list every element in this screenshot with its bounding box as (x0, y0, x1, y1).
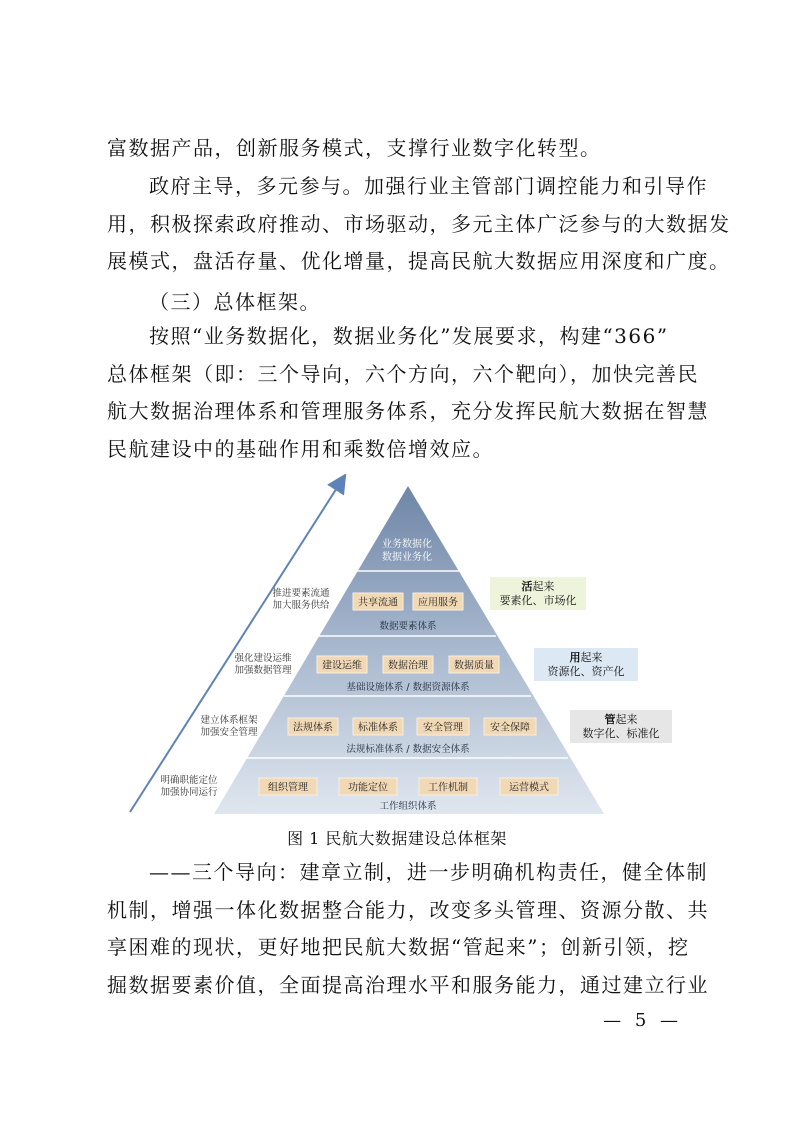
right-box-subtitle: 数字化、标准化 (582, 727, 660, 740)
tier4-box-label: 功能定位 (348, 782, 388, 794)
text-line: 展模式，盘活存量、优化增量，提高民航大数据应用深度和广度。 (107, 249, 731, 273)
left-label: 加大服务供给 (272, 600, 330, 611)
text-line: 总体框架（即：三个导向，六个方向，六个靶向），加快完善民 (107, 361, 699, 386)
section-heading: （三）总体框架。 (149, 290, 321, 314)
tier1-label: 数据要素体系 (379, 621, 437, 632)
text-line: 航大数据治理体系和管理服务体系，充分发挥民航大数据在智慧 (107, 399, 709, 423)
tier2-label: 基础设施体系 / 数据资源体系 (346, 682, 470, 693)
tier2-box-label: 数据质量 (454, 660, 494, 672)
apex-line-1: 业务数据化 (382, 539, 432, 550)
paragraph-3 (107, 854, 709, 1004)
tier2-box-label: 数据治理 (388, 660, 428, 672)
text-line: 民航建设中的基础作用和乘数倍增效应。 (107, 436, 494, 461)
tier3-box-label: 标准体系 (358, 722, 398, 734)
tier3-box-label: 法规体系 (293, 722, 333, 734)
paragraph-1 (107, 168, 731, 281)
tier4-box-label: 工作机制 (428, 782, 468, 794)
left-label: 加强安全管理 (200, 727, 258, 738)
left-label: 加强协同运行 (160, 787, 218, 798)
text-line: 用，积极探索政府推动、市场驱动，多元主体广泛参与的大数据发 (107, 211, 731, 236)
text-line: 机制，增强一体化数据整合能力，改变多头管理、资源分散、共 (107, 897, 709, 922)
figure-caption: 图 1 民航大数据建设总体框架 (287, 829, 507, 848)
paragraph-0 (107, 130, 689, 168)
text-line: 享困难的现状，更好地把民航大数据“管起来”；创新引领，挖 (107, 935, 690, 959)
left-label: 加强数据管理 (234, 665, 292, 676)
page-number: — 5 — (603, 1010, 682, 1031)
text-line: 富数据产品，创新服务模式，支撑行业数字化转型。 (107, 136, 602, 160)
text-line: 按照“业务数据化，数据业务化”发展要求，构建“366” (149, 324, 669, 348)
left-label: 推进要素流通 (272, 588, 330, 599)
right-box-title: 用起来 (569, 651, 603, 664)
tier3-box-label: 安全保障 (490, 722, 530, 734)
tier4-label: 工作组织体系 (379, 801, 437, 812)
framework-figure (108, 474, 688, 824)
tier3-box-label: 安全管理 (423, 722, 463, 734)
tier1-box-label: 应用服务 (418, 597, 458, 609)
paragraph-2 (107, 318, 709, 468)
text-line: 政府主导，多元参与。加强行业主管部门调控能力和引导作 (149, 174, 708, 198)
text-line: 掘数据要素价值，全面提高治理水平和服务能力，通过建立行业 (107, 972, 709, 997)
left-label: 强化建设运维 (234, 653, 292, 664)
right-box-title: 管起来 (604, 713, 638, 726)
right-box-subtitle: 要素化、市场化 (499, 594, 577, 607)
apex-line-2: 数据业务化 (382, 552, 432, 563)
tier1-box-label: 共享流通 (358, 597, 398, 609)
tier4-box-label: 组织管理 (268, 782, 308, 794)
left-label: 明确职能定位 (160, 775, 218, 786)
right-box-subtitle: 资源化、资产化 (547, 665, 625, 678)
text-line: ——三个导向：建章立制，进一步明确机构责任，健全体制 (149, 860, 708, 884)
tier3-label: 法规标准体系 / 数据安全体系 (346, 744, 470, 755)
left-label: 建立体系框架 (200, 715, 258, 726)
tier4-box-label: 运营模式 (509, 782, 549, 794)
tier2-box-label: 建设运维 (322, 660, 362, 672)
right-box-title: 活起来 (521, 580, 555, 593)
